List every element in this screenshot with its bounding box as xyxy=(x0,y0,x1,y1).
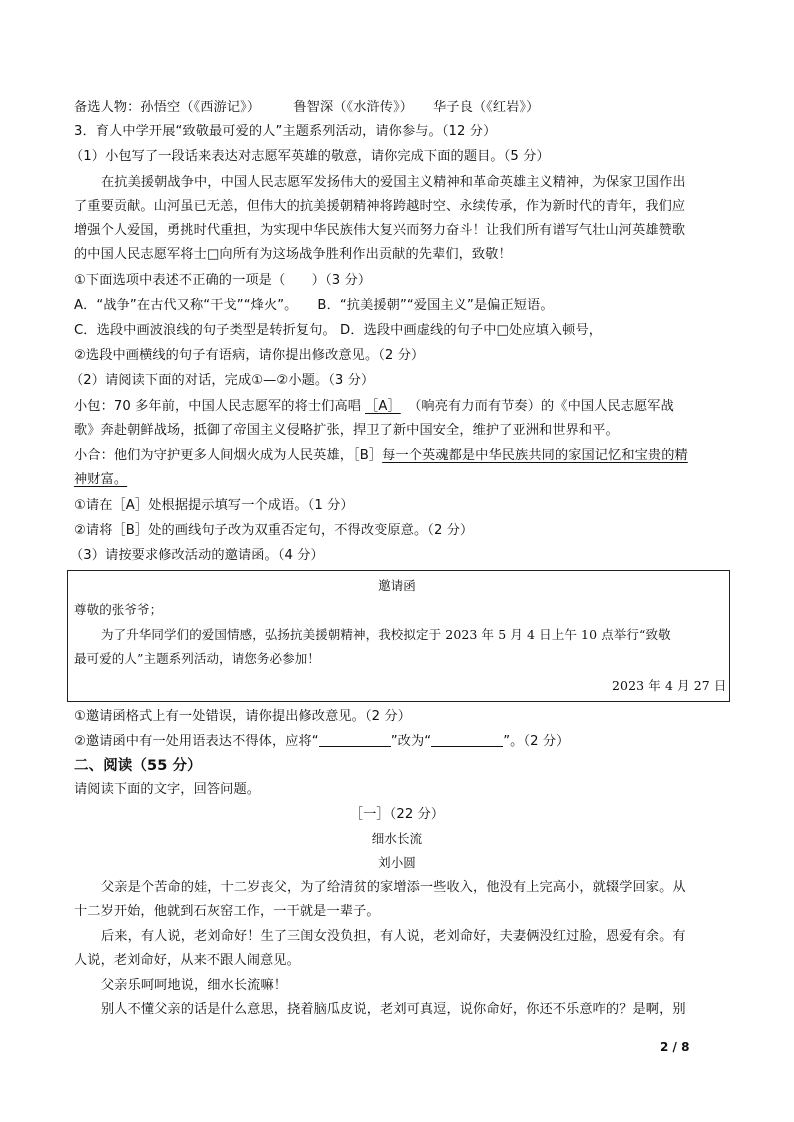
story-line-1: 父亲是个苦命的娃，十二岁丧父，为了给清贫的家增添一些收入，他没有上完高小，就辍学回家。从 xyxy=(101,880,686,895)
section-2-heading: 二、阅读（55 分） xyxy=(74,758,202,774)
question-2-1: ①请在［A］处根据提示填写一个成语。（1 分） xyxy=(74,498,354,513)
underlined-sentence-end: 神财富。 xyxy=(74,472,128,487)
answer-blank-1[interactable] xyxy=(319,733,391,747)
question-2-2: ②请将［B］处的画线句子改为双重否定句，不得改变原意。（2 分） xyxy=(74,523,474,538)
section-2-intro: 请阅读下面的文字，回答问题。 xyxy=(74,782,261,797)
invitation-title: 邀请函 xyxy=(378,578,416,593)
story-author: 刘小圆 xyxy=(378,855,416,870)
question-3-1: （1）小包写了一段话来表达对志愿军英雄的敬意，请你完成下面的题目。（5 分） xyxy=(70,149,550,164)
dialogue-line-4 xyxy=(74,471,127,489)
blank-a: ［A］ xyxy=(365,399,401,414)
answer-blank-2[interactable] xyxy=(431,733,503,747)
dialogue-line-2: 歌》奔赴朝鲜战场，抵御了帝国主义侵略扩张，捍卫了新中国安全，维护了亚洲和世界和平。 xyxy=(74,423,619,438)
question-3-2: （2）请阅读下面的对话，完成①—②小题。（3 分） xyxy=(70,373,375,388)
option-a-b: A．“战争”在古代又称“干戈”“烽火”。 B．“抗美援朝”“爱国主义”是偏正短语。 xyxy=(74,298,554,313)
page-number: 2 / 8 xyxy=(660,1040,690,1054)
story-line-5: 父亲乐呵呵地说，细水长流嘛！ xyxy=(101,978,288,993)
question-3-3a: ①邀请函格式上有一处错误，请你提出修改意见。（2 分） xyxy=(74,709,412,724)
question-text: ②邀请函中有一处用语表达不得体，应将“ xyxy=(74,734,319,749)
story-title: 细水长流 xyxy=(371,831,423,846)
passage-line-3: 增强个人爱国，勇挑时代重担，为实现中华民族伟大复兴而努力奋斗！让我们所有谱写气壮山河英雄赞歌 xyxy=(74,223,686,238)
question-text: ”改为“ xyxy=(390,734,432,749)
question-3-3: （3）请按要求修改活动的邀请函。（4 分） xyxy=(70,548,324,563)
story-line-2: 十二岁开始，他就到石灰窑工作，一干就是一辈子。 xyxy=(74,904,380,919)
invitation-body-1: 为了升华同学们的爱国情感，弘扬抗美援朝精神，我校拟定于 2023 年 5 月 4 日上午 10 点举行“致敬 xyxy=(101,627,671,642)
dialogue-text: 小合：他们为守护更多人间烟火成为人民英雄，［B］ xyxy=(74,448,383,463)
sub-question-b: ②选段中画横线的句子有语病，请你提出修改意见。（2 分） xyxy=(74,348,425,363)
invitation-body-2: 最可爱的人”主题系列活动，请您务必参加！ xyxy=(74,651,320,666)
underlined-sentence: 每一个英魂都是中华民族共同的家国记忆和宝贵的精 xyxy=(382,448,688,463)
sub-question-a: ①下面选项中表述不正确的一项是（ ）（3 分） xyxy=(74,273,372,288)
dialogue-line-3 xyxy=(74,447,688,465)
candidate-characters: 备选人物：孙悟空（《西游记》） 鲁智深（《水浒传》） 华子良（《红岩》） xyxy=(74,100,540,115)
dialogue-text: 小包：70 多年前，中国人民志愿军的将士们高唱 xyxy=(74,399,362,414)
dialogue-text: （响亮有力而有节奏）的《中国人民志愿军战 xyxy=(414,399,674,414)
passage-line-1: 在抗美援朝战争中，中国人民志愿军发扬伟大的爱国主义精神和革命英雄主义精神，为保家卫国作出 xyxy=(101,175,686,190)
question-3-title: 3．育人中学开展“致敬最可爱的人”主题系列活动，请你参与。（12 分） xyxy=(74,124,497,139)
story-line-3: 后来，有人说，老刘命好！生了三闺女没负担，有人说，老刘命好，夫妻俩没红过脸，恩爱有余。有 xyxy=(101,929,686,944)
story-line-4: 人说，老刘命好，从来不跟人闹意见。 xyxy=(74,953,300,968)
passage-line-2: 了重要贡献。山河虽已无恙，但伟大的抗美援朝精神将跨越时空、永续传承，作为新时代的青年，我们应 xyxy=(74,199,686,214)
passage-line-4: 的中国人民志愿军将士□向所有为这场战争胜利作出贡献的先辈们，致敬！ xyxy=(74,247,512,262)
dialogue-line-1 xyxy=(74,398,674,416)
question-3-3b xyxy=(74,733,569,751)
invitation-date: 2023 年 4 月 27 日 xyxy=(612,678,727,693)
invitation-greeting: 尊敬的张爷爷； xyxy=(74,602,163,617)
story-line-6: 别人不懂父亲的话是什么意思，挠着脑瓜皮说，老刘可真逗，说你命好，你还不乐意咋的？是啊，别 xyxy=(101,1002,686,1017)
question-text: ”。（2 分） xyxy=(503,734,570,749)
part-1-label: ［一］（22 分） xyxy=(349,807,445,822)
option-c-d: C．选段中画波浪线的句子类型是转折复句。 D．选段中画虚线的句子中□处应填入顿号， xyxy=(74,323,603,338)
